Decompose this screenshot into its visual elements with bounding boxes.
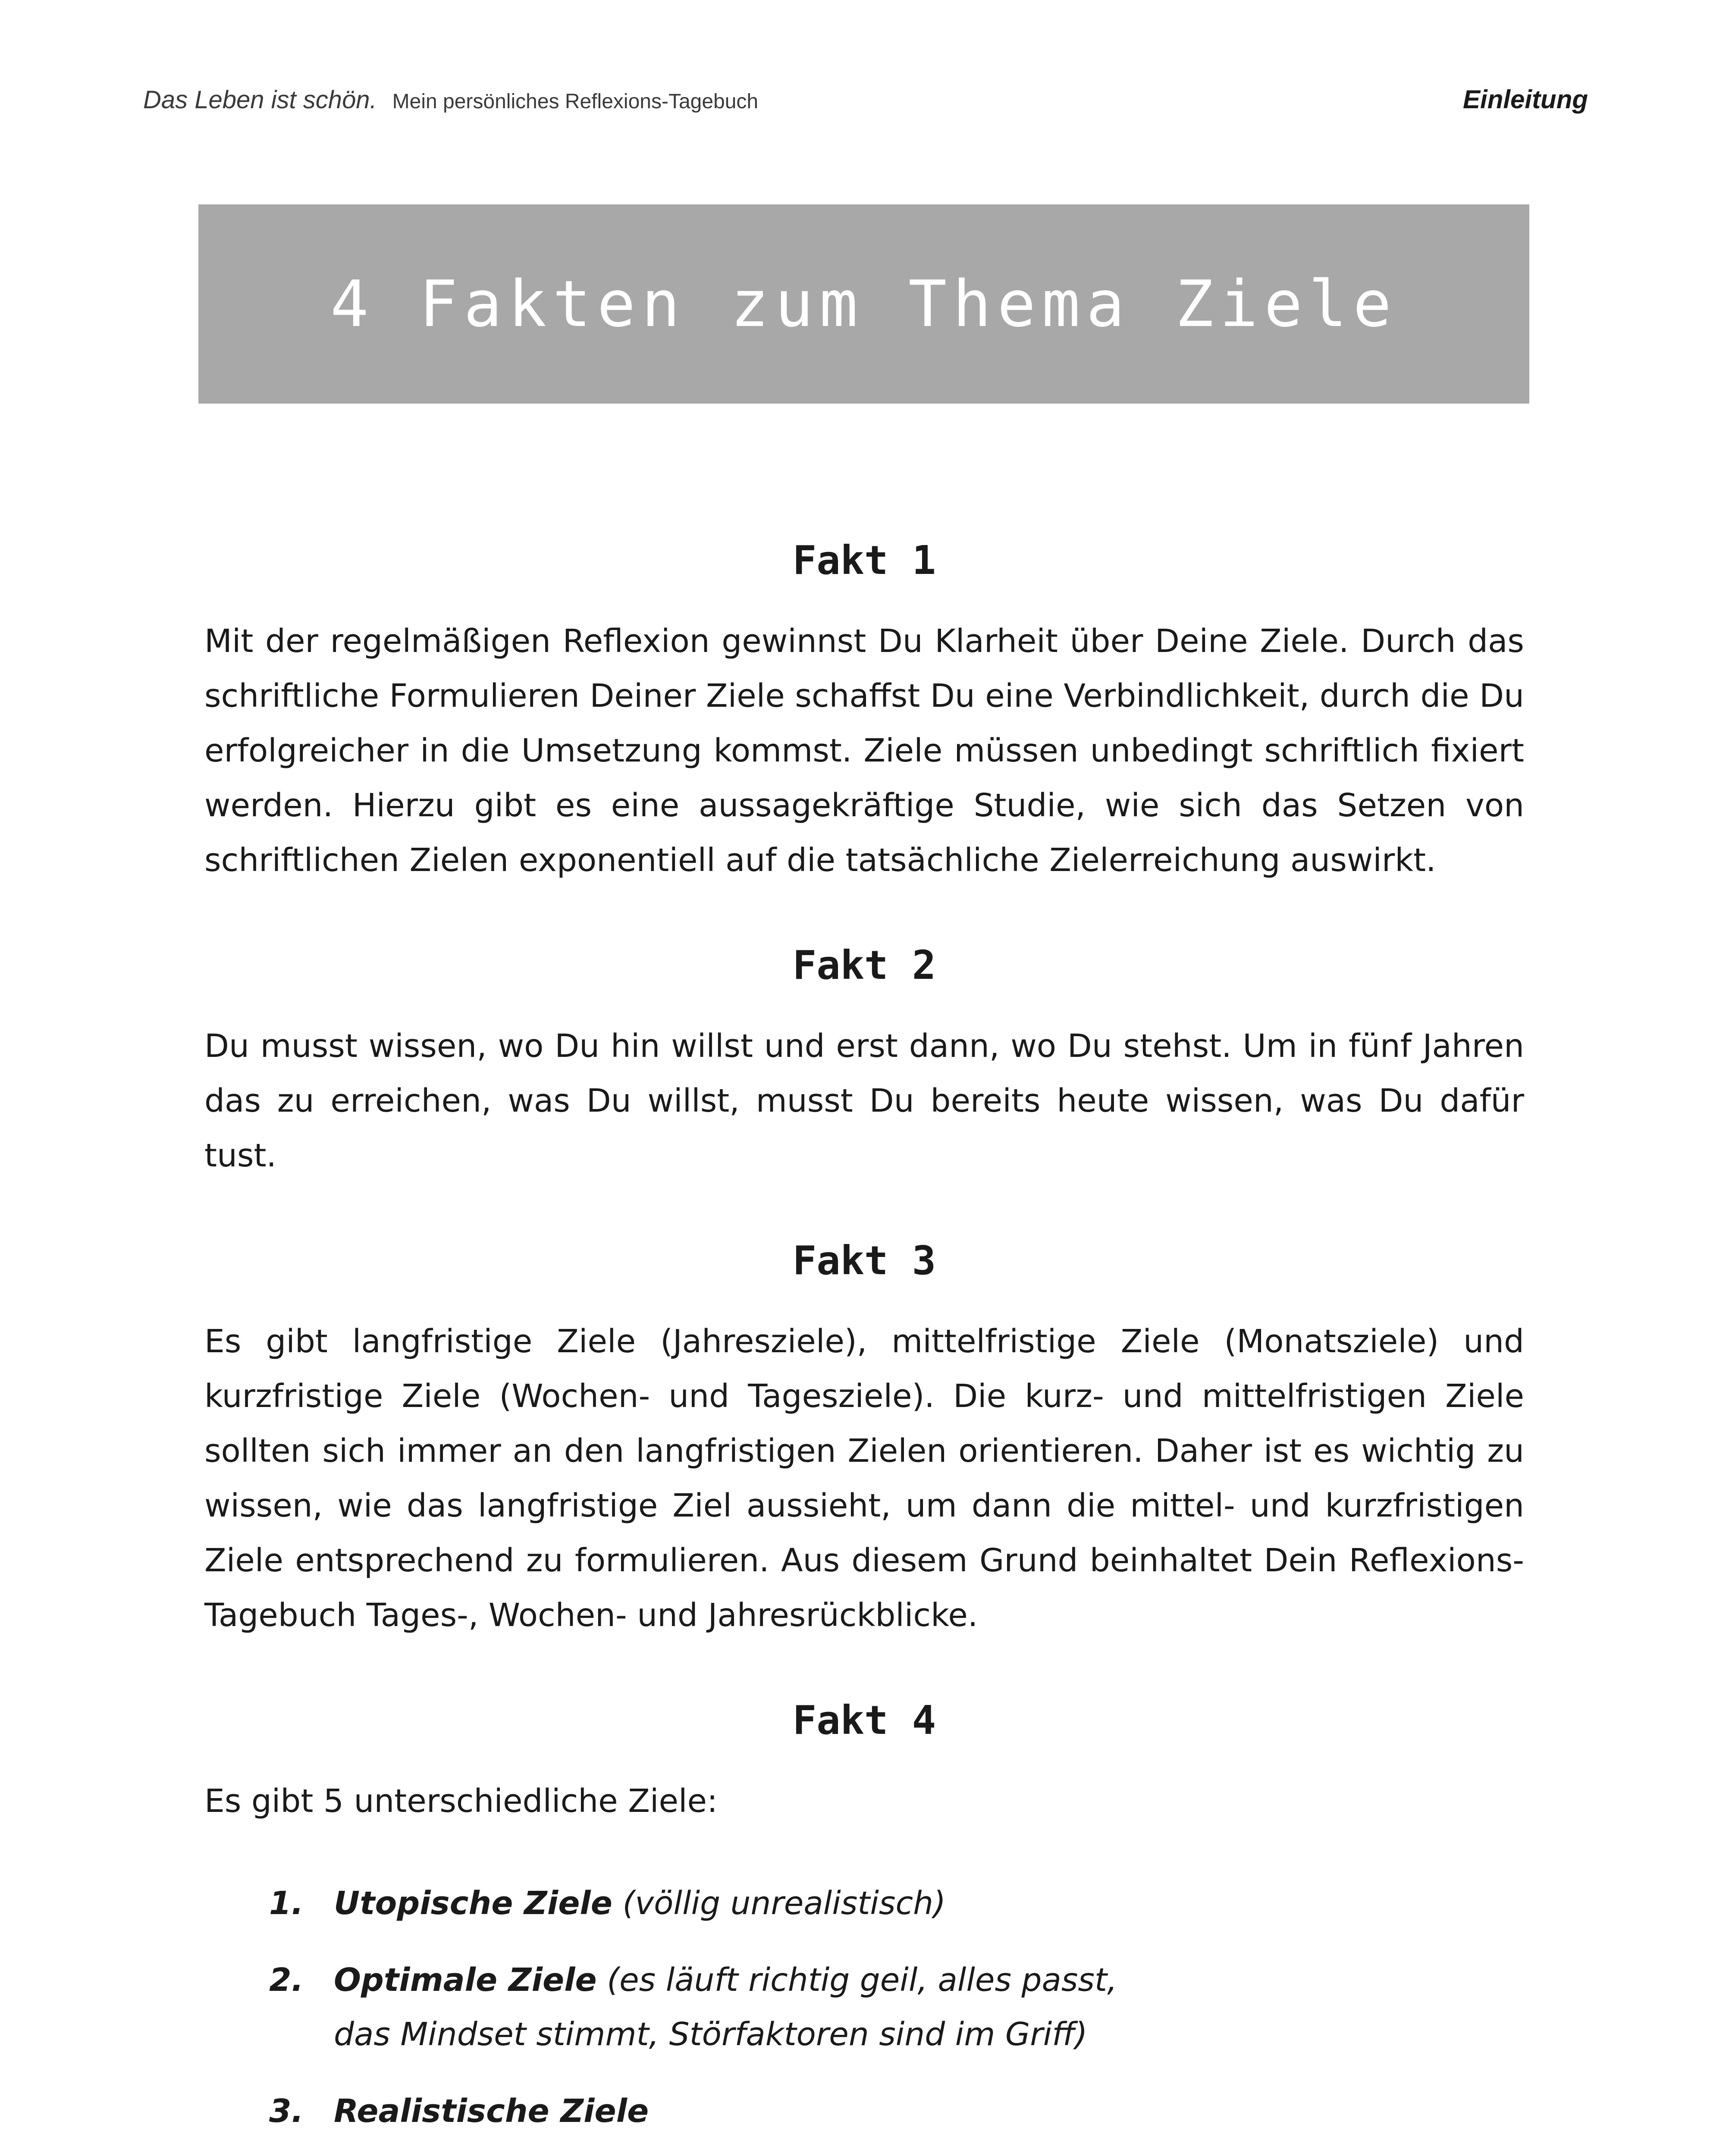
goal-description: (es läuft richtig geil, alles passt, das Mindset stimmt, Störfaktoren sind im Griff): [334, 1962, 1117, 2053]
section-label: Einleitung: [1463, 85, 1588, 114]
goal-name: Optimale Ziele: [334, 1962, 597, 1999]
fakt-section-2: [204, 931, 1524, 1183]
page-title: 4 Fakten zum Thema Ziele: [330, 267, 1398, 341]
list-item-number: 3.: [269, 2093, 304, 2130]
fakt-paragraph: Es gibt langfristige Ziele (Jahresziele), mittelfristige Ziele (Monatsziele) und kurzfristige Ziele (Wochen- und Tagesziele). Die kurz- und mittelfristigen Ziele sollten sich immer an den langfristigen Zielen orientieren. Daher ist es wichtig zu wissen, wie das langfristige Ziel aussieht, um dann die mittel- und kurzfristigen Ziele entsprechend zu formulieren. Aus diesem Grund beinhaltet Dein Reflexions-Tagebuch Tages-, Wochen- und Jahresrückblicke.: [204, 1323, 1524, 1634]
goal-name: Utopische Ziele: [334, 1885, 612, 1922]
list-item-number: 1.: [269, 1885, 304, 1922]
fakt-heading: Fakt 1: [792, 537, 936, 583]
fakt-paragraph: Du musst wissen, wo Du hin willst und erst dann, wo Du stehst. Um in fünf Jahren das zu erreichen, was Du willst, musst Du bereits heute wissen, was Du dafür tust.: [204, 1028, 1524, 1174]
fakt-section-4: [204, 1686, 1524, 2156]
list-item-body: [334, 1876, 1524, 1930]
list-item: [269, 2084, 1524, 2138]
goal-name: Realistische Ziele: [334, 2093, 649, 2130]
goal-description: (völlig unrealistisch): [612, 1885, 946, 1922]
goal-list: [204, 1876, 1524, 2156]
fakt-heading: Fakt 3: [792, 1238, 936, 1284]
book-subtitle: Mein persönliches Reflexions-Tagebuch: [392, 90, 759, 113]
list-item: [269, 1953, 1524, 2062]
fakt-section-1: [204, 526, 1524, 888]
running-header-left: [143, 85, 758, 114]
book-title: Das Leben ist schön.: [143, 86, 377, 114]
running-header: [143, 85, 1588, 123]
fakt-heading: Fakt 4: [792, 1697, 936, 1743]
main-content: [204, 526, 1524, 2156]
list-item: [269, 1876, 1524, 1930]
list-item-body: [334, 2084, 1524, 2138]
fakt-section-3: [204, 1226, 1524, 1643]
fakt-paragraph: Mit der regelmäßigen Reflexion gewinnst Du Klarheit über Deine Ziele. Durch das schriftliche Formulieren Deiner Ziele schaffst Du eine Verbindlichkeit, durch die Du erfolgreicher in die Umsetzung kommst. Ziele müssen unbedingt schriftlich fixiert werden. Hierzu gibt es eine aussagekräftige Studie, wie sich das Setzen von schriftlichen Zielen exponentiell auf die tatsächliche Zielerreichung auswirkt.: [204, 623, 1524, 879]
list-item-number: 2.: [269, 1962, 304, 1999]
list-item-body: [334, 1953, 1153, 2062]
fakt-paragraph: Es gibt 5 unterschiedliche Ziele:: [204, 1783, 718, 1820]
title-banner: [198, 204, 1529, 404]
fakt-heading: Fakt 2: [792, 942, 936, 988]
